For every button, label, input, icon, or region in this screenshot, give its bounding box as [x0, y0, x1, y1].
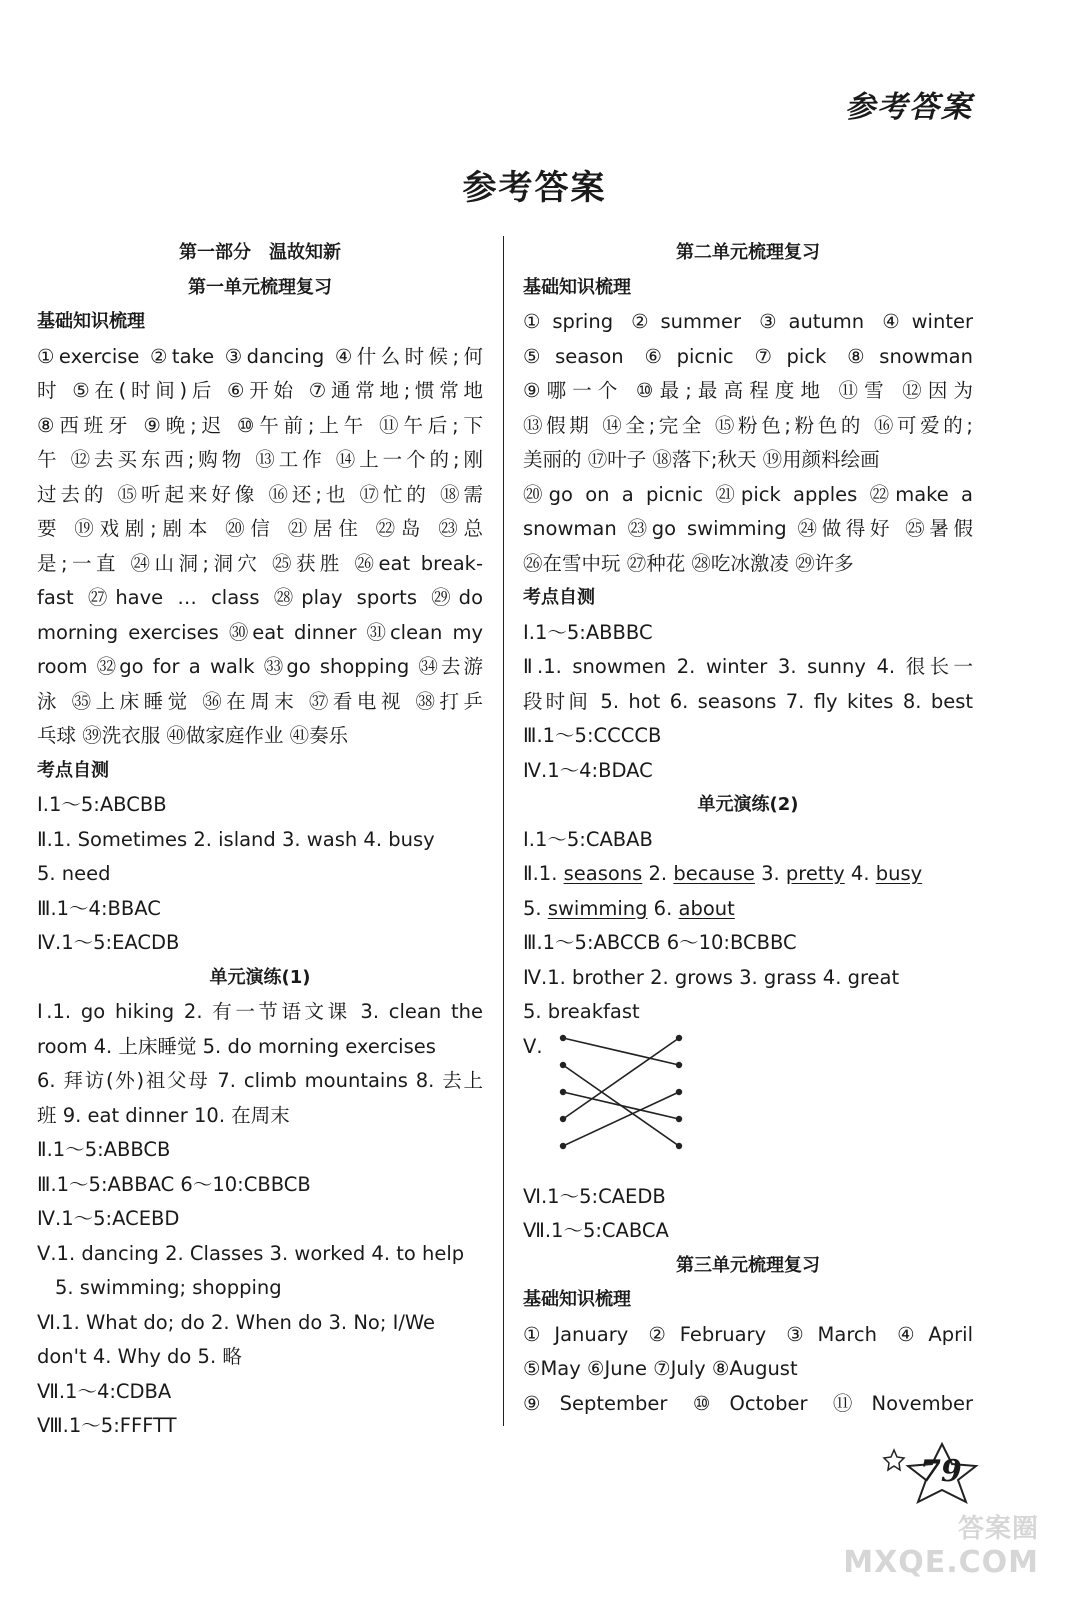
answer-line: fast ㉗have … class ㉘play sports ㉙do — [37, 586, 483, 609]
selftest-heading: 考点自测 — [523, 587, 595, 608]
match-line — [563, 1038, 679, 1065]
answer-line: Ⅰ.1. go hiking 2. 有一节语文课 3. clean the — [37, 1000, 483, 1023]
watermark-top: 答案圈 — [957, 1514, 1039, 1544]
underlined-word: swimming — [547, 896, 648, 920]
answer-line: 6. 拜访(外)祖父母 7. climb mountains 8. 去上 — [37, 1069, 483, 1092]
answer-sep: 4. — [844, 862, 876, 885]
match-dot-left — [560, 1142, 566, 1148]
answer-line: 5. breakfast — [523, 1000, 640, 1023]
answer-line: Ⅷ.1～5:FFFTT — [37, 1414, 177, 1437]
answer-line: Ⅶ.1～5:CABCA — [523, 1219, 669, 1242]
answer-line: 班 9. eat dinner 10. 在周末 — [37, 1103, 290, 1127]
answer-line: Ⅲ.1～5:ABCCB 6～10:BCBBC — [523, 931, 797, 954]
answer-line: Ⅳ.1～5:EACDB — [37, 931, 180, 954]
match-dot-left — [560, 1088, 566, 1094]
underlined-word: about — [678, 896, 735, 920]
answer-line: 美丽的 ⑰叶子 ⑱落下;秋天 ⑲用颜料绘画 — [523, 448, 880, 471]
answer-line: 乓球 ㊴洗衣服 ㊵做家庭作业 ㊶奏乐 — [37, 724, 349, 747]
answer-line: ⑤May ⑥June ⑦July ⑧August — [523, 1357, 798, 1380]
watermark-bottom: MXQE.COM — [843, 1545, 1039, 1580]
answer-prefix: Ⅱ.1. — [523, 862, 564, 885]
answer-line: Ⅲ.1～4:BBAC — [37, 896, 161, 920]
match-line — [563, 1092, 679, 1146]
answer-line: room ㉜go for a walk ㉝go shopping ㉞去游 — [37, 655, 483, 678]
answer-line: Ⅰ.1～5:CABAB — [523, 827, 653, 851]
corner-title: 参考答案 — [845, 90, 973, 125]
answer-line: ⑤season ⑥picnic ⑦pick ⑧snowman — [523, 344, 973, 368]
match-dot-right — [676, 1088, 682, 1094]
answer-line: ⑨September ⑩October ⑪November — [523, 1391, 973, 1415]
answer-line: morning exercises ㉚eat dinner ㉛clean my — [37, 620, 483, 644]
selftest-heading: 考点自测 — [37, 759, 109, 781]
left-column — [37, 236, 483, 1444]
matching-diagram — [523, 1030, 973, 1180]
answer-line: Ⅵ.1～5:CAEDB — [523, 1184, 666, 1208]
answer-sep: 6. — [647, 896, 679, 920]
answer-line: 5. need — [37, 862, 111, 885]
basics-heading: 基础知识梳理 — [523, 1289, 631, 1310]
basics-heading: 基础知识梳理 — [37, 311, 145, 332]
underlined-word: pretty — [785, 862, 845, 885]
match-line — [563, 1038, 679, 1119]
matching-lines — [555, 1030, 715, 1180]
match-dot-left — [560, 1061, 566, 1067]
match-dot-right — [676, 1115, 682, 1121]
answer-line: Ⅲ.1～5:CCCCB — [523, 724, 662, 747]
unit3-title: 第三单元梳理复习 — [676, 1254, 820, 1276]
answer-line: ⑬假期 ⑭全;完全 ⑮粉色;粉色的 ⑯可爱的; — [523, 413, 973, 437]
answer-line: snowman ㉓go swimming ㉔做得好 ㉕暑假 — [523, 517, 973, 540]
answer-line: ①spring ②summer ③autumn ④winter — [523, 310, 973, 333]
answer-line: don't 4. Why do 5. 略 — [37, 1345, 242, 1368]
answer-line: Ⅰ.1～5:ABCBB — [37, 793, 167, 816]
answer-line: Ⅱ.1. snowmen 2. winter 3. sunny 4. 很长一 — [523, 655, 973, 678]
answer-line: ⑨哪一个 ⑩最;最高程度地 ⑪雪 ⑫因为 — [523, 379, 973, 402]
answer-line: ⑳go on a picnic ㉑pick apples ㉒make a — [523, 482, 973, 506]
answer-line: 段时间 5. hot 6. seasons 7. fly kites 8. best — [523, 689, 973, 713]
answer-line: Ⅴ.1. dancing 2. Classes 3. worked 4. to help — [37, 1241, 465, 1265]
answer-line: 过去的 ⑮听起来好像 ⑯还;也 ⑰忙的 ⑱需 — [37, 482, 483, 506]
unit1-title: 第一单元梳理复习 — [188, 276, 332, 298]
answer-line: Ⅵ.1. What do; do 2. When do 3. No; I/We — [37, 1310, 436, 1334]
answer-line: Ⅳ.1～4:BDAC — [523, 758, 653, 782]
answer-line: ㉖在雪中玩 ㉗种花 ㉘吃冰激凌 ㉙许多 — [523, 551, 854, 575]
watermark — [843, 1508, 1039, 1580]
answer-line: Ⅱ.1～5:ABBCB — [37, 1138, 171, 1161]
answer-line: ⑧西班牙 ⑨晚;迟 ⑩午前;上午 ⑪午后;下 — [37, 413, 483, 437]
answer-line: 泳 ㉟上床睡觉 ㊱在周末 ㊲看电视 ㊳打乒 — [37, 689, 483, 713]
answer-line: 5. swimming; shopping — [55, 1276, 282, 1299]
basics-heading: 基础知识梳理 — [523, 276, 631, 298]
answer-line: Ⅱ.1. Sometimes 2. island 3. wash 4. busy — [37, 827, 435, 851]
answer-line: Ⅳ.1. brother 2. grows 3. grass 4. great — [523, 965, 900, 989]
page-number-badge — [880, 1436, 990, 1506]
matching-label: Ⅴ. — [523, 1034, 543, 1058]
page-title: 参考答案 — [462, 168, 607, 208]
answer-line: Ⅰ.1～5:ABBBC — [523, 620, 653, 644]
match-line — [563, 1092, 679, 1119]
underlined-word: seasons — [563, 862, 643, 885]
practice1-title: 单元演练(1) — [209, 966, 311, 988]
page-number: 79 — [920, 1454, 962, 1489]
answer-line: 要 ⑲戏剧;剧本 ⑳信 ㉑居住 ㉒岛 ㉓总 — [37, 517, 483, 540]
answer-sep: 2. — [642, 862, 674, 885]
answer-line: 午 ⑫去买东西;购物 ⑬工作 ⑭上一个的;刚 — [37, 448, 483, 471]
answer-sep: 3. — [754, 862, 786, 885]
underlined-word: busy — [875, 862, 923, 885]
match-dot-left — [560, 1034, 566, 1040]
column-divider — [503, 236, 504, 1426]
unit2-title: 第二单元梳理复习 — [676, 242, 820, 263]
underlined-word: because — [673, 862, 755, 885]
match-dot-right — [676, 1034, 682, 1040]
answer-prefix: 5. — [523, 896, 548, 920]
right-column — [523, 236, 973, 1421]
answer-line: 时 ⑤在(时间)后 ⑥开始 ⑦通常地;惯常地 — [37, 379, 483, 402]
answer-line: Ⅳ.1～5:ACEBD — [37, 1207, 180, 1230]
part-title: 第一部分 温故知新 — [179, 242, 341, 263]
match-dot-left — [560, 1115, 566, 1121]
match-dot-right — [676, 1142, 682, 1148]
practice2-title: 单元演练(2) — [697, 794, 799, 815]
match-dot-right — [676, 1061, 682, 1067]
answer-line: ①exercise ②take ③dancing ④什么时候;何 — [37, 344, 483, 368]
answer-line: Ⅶ.1～4:CDBA — [37, 1379, 172, 1403]
answer-line — [523, 892, 973, 927]
answer-line: ①January ②February ③March ④April — [523, 1322, 973, 1346]
answer-line — [523, 857, 973, 892]
answer-line: 是;一直 ㉔山洞;洞穴 ㉕获胜 ㉖eat break- — [37, 551, 483, 575]
answer-line: room 4. 上床睡觉 5. do morning exercises — [37, 1034, 436, 1058]
answer-line: Ⅲ.1～5:ABBAC 6～10:CBBCB — [37, 1172, 311, 1196]
